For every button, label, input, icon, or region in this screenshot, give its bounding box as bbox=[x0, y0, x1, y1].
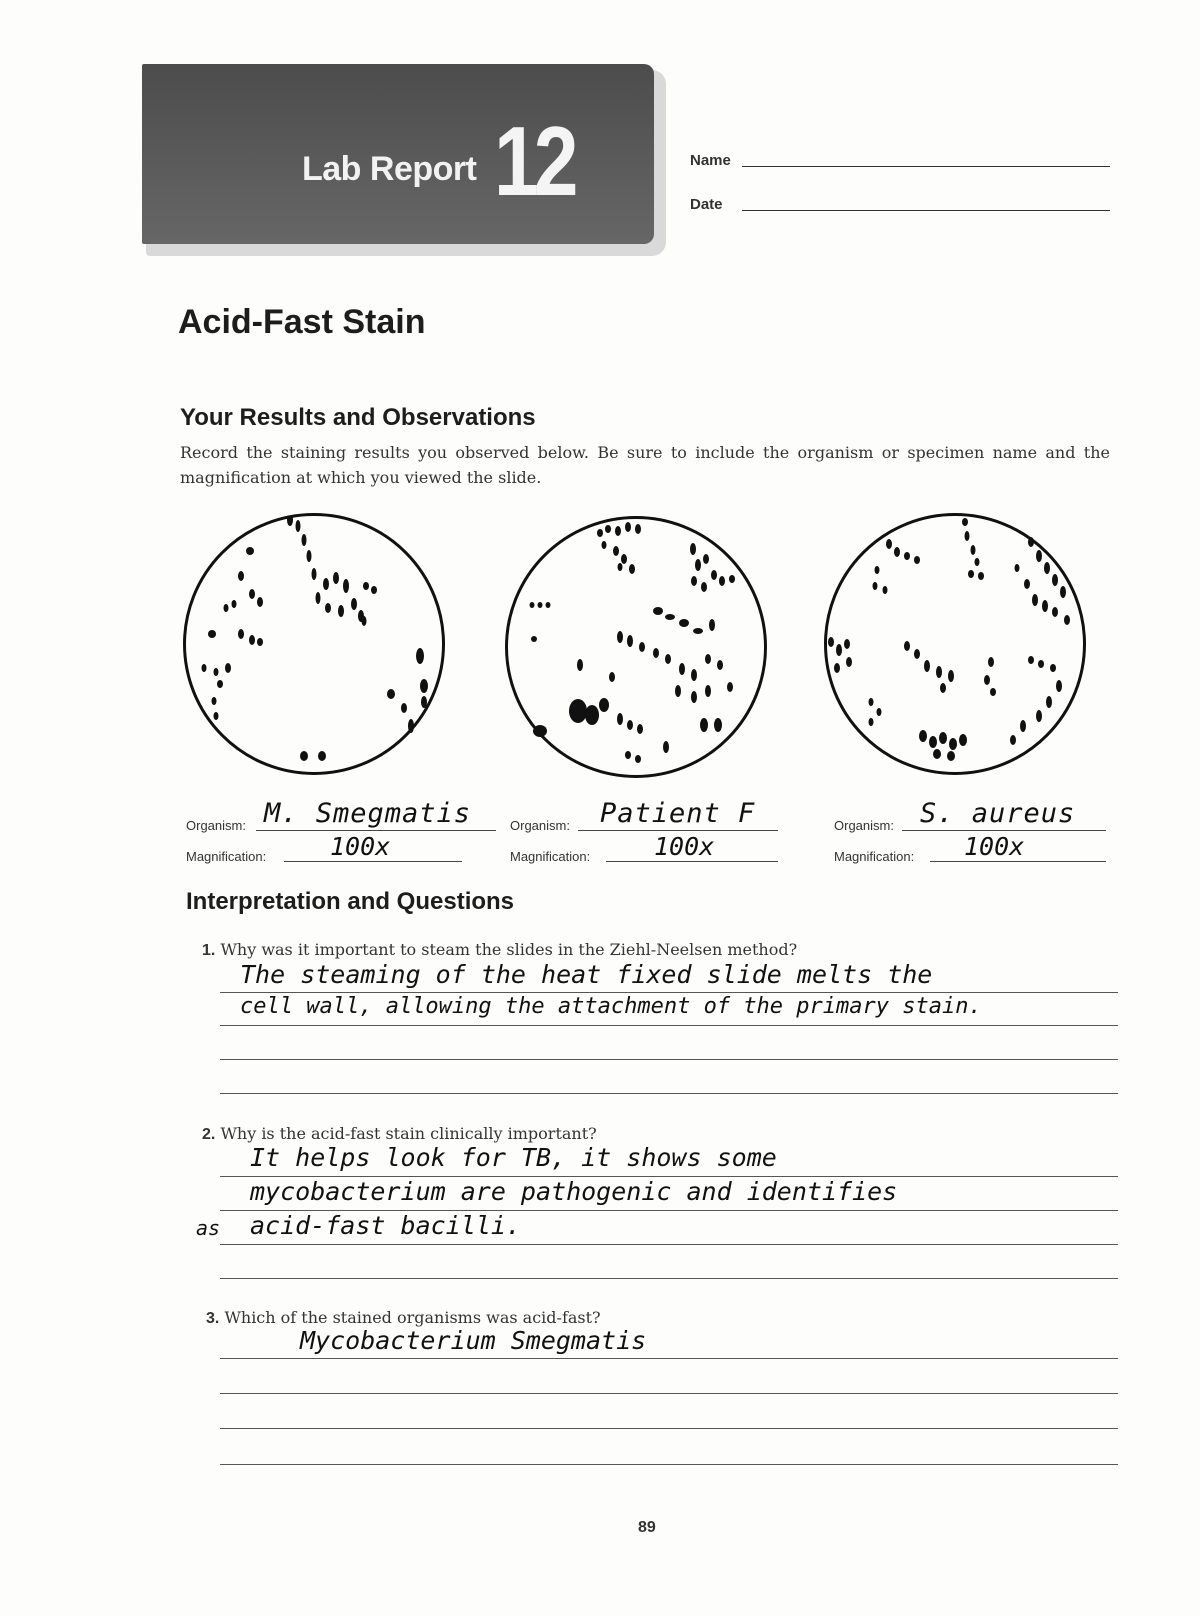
answer-1-line-3 bbox=[220, 1059, 1118, 1060]
organism-line-3 bbox=[902, 830, 1106, 831]
answer-1-text-1: The steaming of the heat fixed slide melts the bbox=[240, 960, 933, 989]
results-heading: Your Results and Observations bbox=[180, 404, 536, 431]
magnification-label-3: Magnification: bbox=[834, 849, 915, 864]
date-line bbox=[742, 210, 1110, 211]
answer-2-text-3: acid-fast bacilli. bbox=[250, 1211, 521, 1240]
question-1 bbox=[202, 940, 797, 960]
answer-3-line-3 bbox=[220, 1428, 1118, 1429]
answer-1-line-2 bbox=[220, 1025, 1118, 1026]
magnification-value-3: 100x bbox=[964, 832, 1025, 861]
answer-1-line-4 bbox=[220, 1093, 1118, 1094]
question-2-text: Why is the acid-fast stain clinically important? bbox=[220, 1124, 597, 1143]
name-line bbox=[742, 166, 1110, 167]
slide-circle-1 bbox=[183, 513, 445, 775]
answer-2-line-4 bbox=[220, 1278, 1118, 1279]
organism-value-2: Patient F bbox=[600, 798, 756, 829]
answer-1-line-1 bbox=[220, 992, 1118, 993]
organism-label-2: Organism: bbox=[510, 818, 570, 833]
organism-label-3: Organism: bbox=[834, 818, 894, 833]
answer-2-margin-note: as bbox=[196, 1216, 221, 1240]
magnification-value-1: 100x bbox=[330, 832, 391, 861]
answer-3-line-4 bbox=[220, 1464, 1118, 1465]
organism-line-2 bbox=[578, 830, 778, 831]
slide-drawing-3 bbox=[827, 516, 1083, 772]
slide-drawing-1 bbox=[186, 516, 442, 772]
results-instructions: Record the staining results you observed below. Be sure to include the organism or specimen name and the magnification at which you viewed the slide. bbox=[180, 443, 1110, 487]
question-1-number: 1. bbox=[202, 942, 216, 959]
slide-drawing-2 bbox=[508, 519, 764, 775]
slide-circle-2 bbox=[505, 516, 767, 778]
lab-report-number: 12 bbox=[494, 106, 574, 216]
organism-label-1: Organism: bbox=[186, 818, 246, 833]
organism-value-1: M. Smegmatis bbox=[264, 798, 472, 829]
answer-2-text-2: mycobacterium are pathogenic and identifies bbox=[250, 1177, 898, 1206]
answer-3-text-1: Mycobacterium Smegmatis bbox=[300, 1326, 647, 1355]
organism-line-1 bbox=[256, 830, 496, 831]
lab-report-label: Lab Report bbox=[302, 150, 477, 188]
questions-heading: Interpretation and Questions bbox=[186, 888, 515, 915]
question-3-text: Which of the stained organisms was acid-fast? bbox=[224, 1308, 601, 1327]
magnification-line-2 bbox=[606, 861, 778, 862]
answer-2-line-3 bbox=[220, 1244, 1118, 1245]
page-number: 89 bbox=[638, 1519, 656, 1536]
answer-2-text-1: It helps look for TB, it shows some bbox=[250, 1143, 777, 1172]
answer-3-line-1 bbox=[220, 1358, 1118, 1359]
magnification-line-1 bbox=[284, 861, 462, 862]
question-3-number: 3. bbox=[206, 1310, 220, 1327]
magnification-label-2: Magnification: bbox=[510, 849, 591, 864]
slide-circle-3 bbox=[824, 513, 1086, 775]
organism-value-3: S. aureus bbox=[920, 798, 1076, 829]
question-2 bbox=[202, 1124, 597, 1144]
question-2-number: 2. bbox=[202, 1126, 216, 1143]
magnification-value-2: 100x bbox=[654, 832, 715, 861]
magnification-line-3 bbox=[930, 861, 1106, 862]
answer-1-text-2: cell wall, allowing the attachment of the primary stain. bbox=[240, 994, 982, 1019]
answer-3-line-2 bbox=[220, 1393, 1118, 1394]
name-label: Name bbox=[690, 152, 731, 169]
question-3 bbox=[206, 1308, 601, 1328]
date-label: Date bbox=[690, 196, 723, 213]
question-1-text: Why was it important to steam the slides in the Ziehl-Neelsen method? bbox=[220, 940, 798, 959]
page-title: Acid-Fast Stain bbox=[178, 303, 426, 341]
magnification-label-1: Magnification: bbox=[186, 849, 267, 864]
